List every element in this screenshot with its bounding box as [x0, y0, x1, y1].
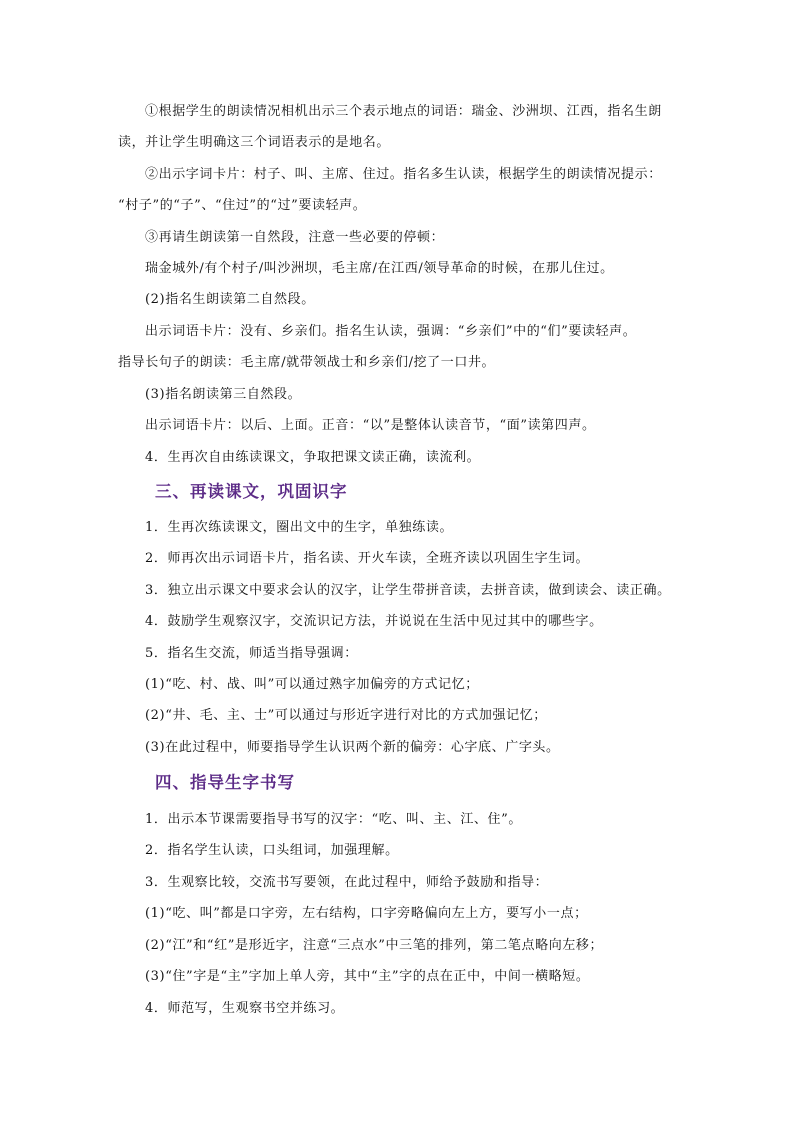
list-item: 3．生观察比较，交流书写要领，在此过程中，师给予鼓励和指导：	[145, 875, 549, 890]
section-heading-4: 四、指导生字书写	[155, 773, 295, 792]
paragraph-line: (2)指名生朗读第二自然段。	[145, 292, 315, 307]
paragraph-line: 出示词语卡片：没有、乡亲们。指名生认读，强调：“乡亲们”中的“们”要读轻声。	[145, 324, 637, 339]
list-item: 1．生再次练读课文，圈出文中的生字，单独练读。	[145, 520, 454, 535]
list-item: 1．出示本节课需要指导书写的汉字：“吃、叫、主、江、住”。	[145, 812, 522, 827]
paragraph-line: ①根据学生的朗读情况相机出示三个表示地点的词语：瑞金、沙洲坝、江西，指名生朗	[145, 104, 662, 119]
paragraph-line: “村子”的“子”、“住过”的“过”要读轻声。	[118, 198, 367, 213]
list-item: (1)“吃、村、战、叫”可以通过熟字加偏旁的方式记忆；	[145, 677, 479, 692]
list-item: 4．师范写，生观察书空并练习。	[145, 1001, 345, 1016]
list-item: 2．师再次出示词语卡片，指名读、开火车读，全班齐读以巩固生字生词。	[145, 551, 590, 566]
list-item: 3．独立出示课文中要求会认的汉字，让学生带拼音读，去拼音读，做到读会、读正确。	[145, 583, 671, 598]
paragraph-line: 瑞金城外/有个村子/叫沙洲坝，毛主席/在江西/领导革命的时候，在那儿住过。	[145, 261, 614, 276]
paragraph-line: 4．生再次自由练读课文，争取把课文读正确，读流利。	[145, 450, 481, 465]
paragraph-line: 出示词语卡片：以后、上面。正音：“以”是整体认读音节，“面”读第四声。	[145, 418, 596, 433]
list-item: (1)“吃、叫”都是口字旁，左右结构，口字旁略偏向左上方，要写小一点；	[145, 906, 588, 921]
list-item: (3)在此过程中，师要指导学生认识两个新的偏旁：心字底、广字头。	[145, 740, 560, 755]
list-item: (2)“江”和“红”是形近字，注意“三点水”中三笔的排列，第二笔点略向左移；	[145, 938, 604, 953]
paragraph-line: ②出示字词卡片：村子、叫、主席、住过。指名多生认读，根据学生的朗读情况提示：	[145, 167, 662, 182]
paragraph-line: (3)指名朗读第三自然段。	[145, 387, 302, 402]
list-item: (3)“住”字是“主”字加上单人旁，其中“主”字的点在正中，中间一横略短。	[145, 969, 590, 984]
list-item: 5．指名生交流，师适当指导强调：	[145, 646, 358, 661]
section-heading-3: 三、再读课文，巩固识字	[155, 482, 348, 501]
paragraph-line: ③再请生朗读第一自然段，注意一些必要的停顿：	[145, 230, 445, 245]
paragraph-line: 读，并让学生明确这三个词语表示的是地名。	[118, 135, 391, 150]
list-item: 2．指名学生认读，口头组词，加强理解。	[145, 843, 399, 858]
paragraph-line: 指导长句子的朗读：毛主席/就带领战士和乡亲们/挖了一口井。	[118, 355, 496, 370]
list-item: (2)“井、毛、主、士”可以通过与形近字进行对比的方式加强记忆；	[145, 708, 547, 723]
list-item: 4．鼓励学生观察汉字，交流识记方法，并说说在生活中见过其中的哪些字。	[145, 614, 603, 629]
